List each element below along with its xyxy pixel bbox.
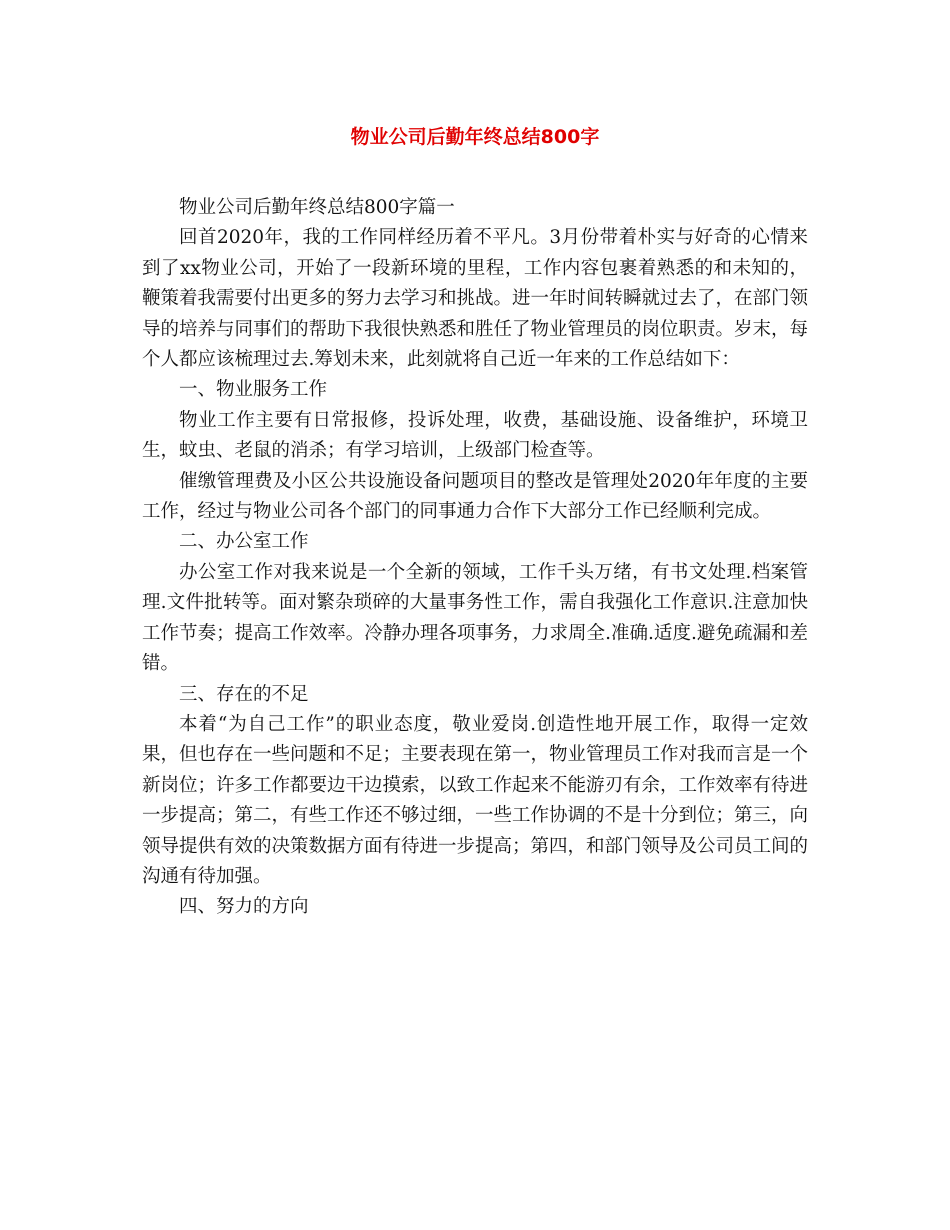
intro-paragraph: 回首2020年，我的工作同样经历着不平凡。3月份带着朴实与好奇的心情来到了xx物业公司，开始了一段新环境的里程，工作内容包裹着熟悉的和未知的，鞭策着我需要付出更多的努力去学习和挑战。进一年时间转瞬就过去了，在部门领导的培养与同事们的帮助下我很快熟悉和胜任了物业管理员的岗位职责。岁末，每个人都应该梳理过去.筹划未来，此刻就将自己近一年来的工作总结如下： — [142, 227, 809, 371]
shortcomings-paragraph: 本着“为自己工作”的职业态度，敬业爱岗.创造性地开展工作，取得一定效果，但也存在一些问题和不足；主要表现在第一，物业管理员工作对我而言是一个新岗位；许多工作都要边干边摸索，以致工作起来不能游刃有余，工作效率有待进一步提高；第二，有些工作还不够过细，一些工作协调的不是十分到位；第三，向领导提供有效的决策数据方面有待进一步提高；第四，和部门领导及公司员工间的沟通有待加强。 — [142, 713, 809, 887]
office-work-paragraph: 办公室工作对我来说是一个全新的领域，工作千头万绪，有书文处理.档案管理.文件批转等。面对繁杂琐碎的大量事务性工作，需自我强化工作意识.注意加快工作节奏；提高工作效率。冷静办理各项事务，力求周全.准确.适度.避免疏漏和差错。 — [142, 561, 808, 675]
fee-collection-paragraph: 催缴管理费及小区公共设施设备问题项目的整改是管理处2020年年度的主要工作，经过与物业公司各个部门的同事通力合作下大部分工作已经顺利完成。 — [142, 470, 808, 523]
section-heading-office-work: 二、办公室工作 — [179, 531, 309, 553]
section-heading-part-one: 物业公司后勤年终总结800字篇一 — [179, 197, 455, 218]
document-body — [142, 193, 808, 923]
section-heading-direction: 四、努力的方向 — [179, 896, 309, 918]
section-heading-property-service: 一、物业服务工作 — [179, 379, 328, 401]
section-heading-shortcomings: 三、存在的不足 — [179, 683, 309, 705]
document-title: 物业公司后勤年终总结800字 — [350, 126, 600, 148]
property-service-paragraph: 物业工作主要有日常报修，投诉处理，收费，基础设施、设备维护，环境卫生，蚊虫、老鼠的消杀；有学习培训，上级部门检查等。 — [142, 409, 808, 462]
